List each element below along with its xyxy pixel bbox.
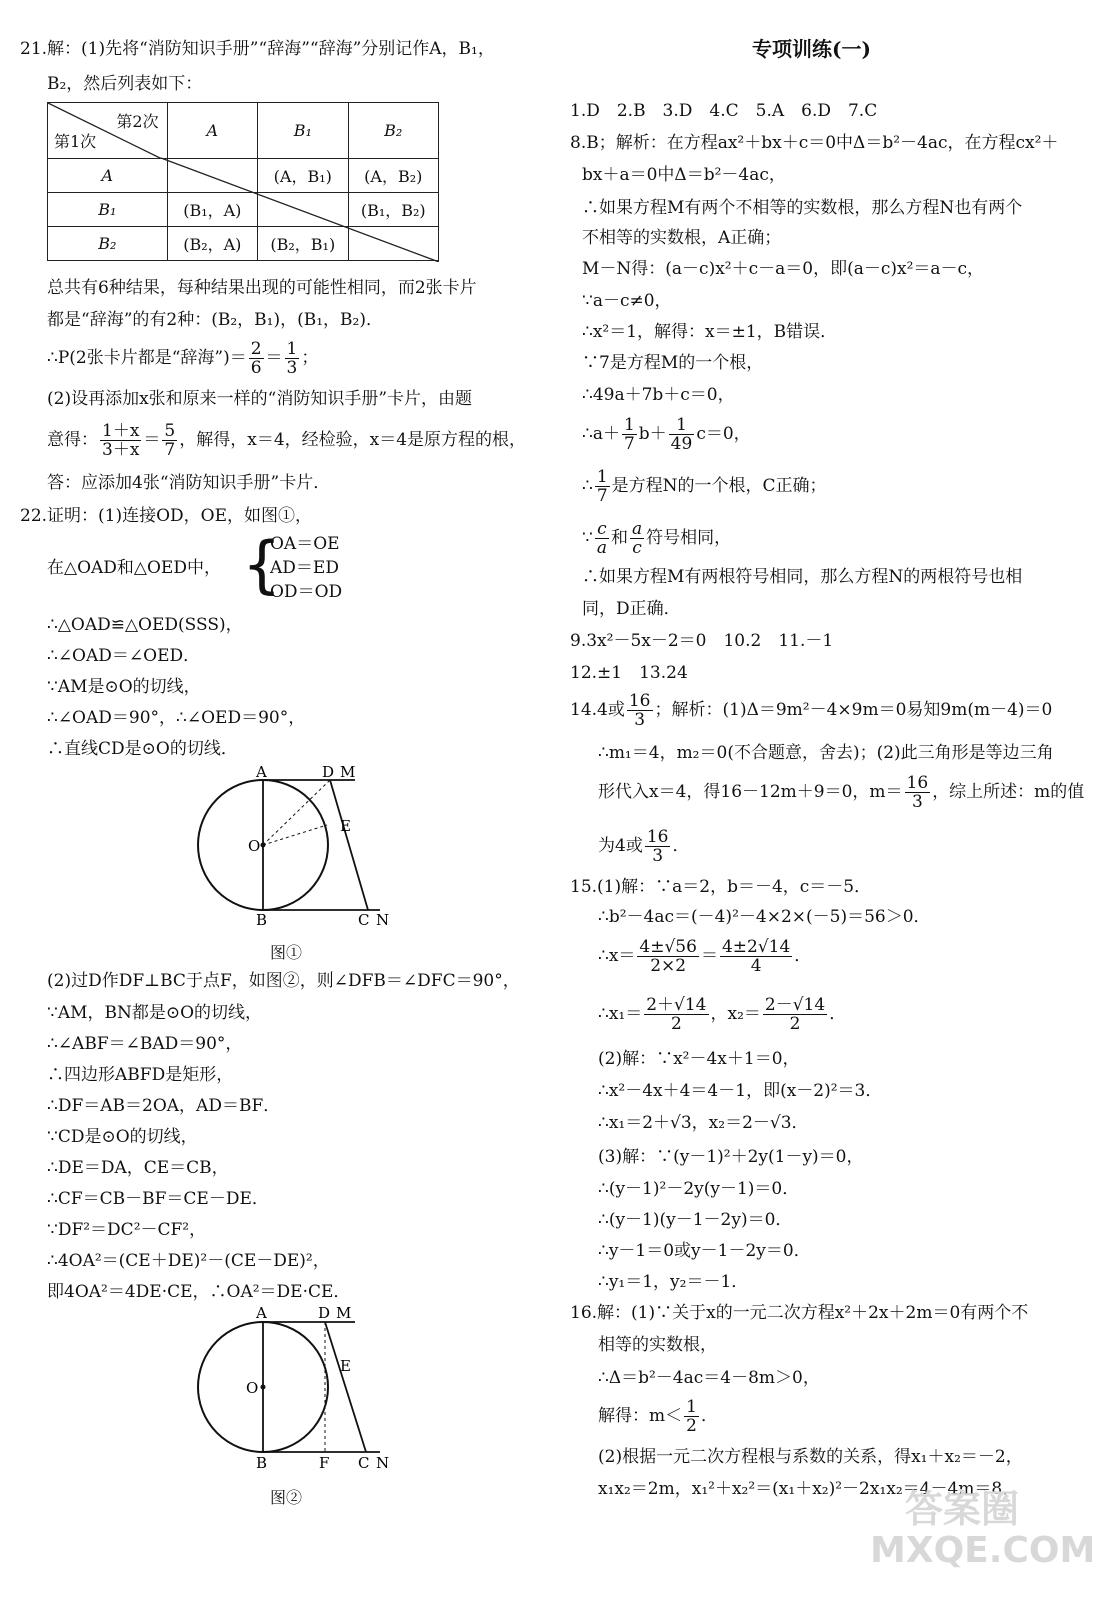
text: ． — [700, 1406, 718, 1426]
label-b: B — [256, 911, 268, 929]
q21-line5 — [47, 338, 318, 378]
num: 4±2√14 — [721, 937, 791, 957]
q22-line: 即4OA²＝4DE·CE，∴OA²＝DE·CE． — [47, 1282, 351, 1302]
label-d: D — [318, 1305, 331, 1322]
sys-eq: OD＝OD — [270, 582, 343, 602]
text: 为4或 — [598, 836, 643, 856]
tangent-cd — [325, 1322, 366, 1452]
answer-line — [598, 826, 689, 866]
figure-2 — [180, 1305, 410, 1475]
fraction — [595, 520, 609, 557]
den: 3 — [286, 358, 298, 378]
answer-line — [598, 936, 811, 976]
q21-line3: 总共有6种结果，每种结果出现的可能性相同，而2张卡片 — [47, 278, 477, 298]
sys-eq: OA＝OE — [270, 534, 340, 554]
den: 7 — [623, 434, 635, 454]
fraction — [644, 996, 708, 1033]
q21-line2: B₂，然后列表如下： — [47, 74, 203, 94]
answer-line: x₁x₂＝2m，x₁²＋x₂²＝(x₁＋x₂)²－2x₁x₂＝4－4m＝8， — [598, 1479, 1020, 1499]
text: 解得：m＜ — [598, 1406, 683, 1426]
answer-line: 相等的实数根， — [598, 1335, 717, 1355]
num: a — [631, 519, 643, 539]
answer-line: (2)解：∵x²－4x＋1＝0， — [598, 1049, 800, 1069]
num: 2－√14 — [764, 995, 826, 1015]
label-d: D — [322, 765, 335, 781]
q22-line: ∴∠ABF＝∠BAD＝90°， — [47, 1034, 243, 1054]
answer-line: ∴49a＋7b＋c＝0， — [582, 385, 735, 405]
den: 7 — [596, 486, 608, 506]
num: c — [595, 520, 609, 539]
num: 5 — [164, 421, 176, 441]
answer-line — [570, 690, 1052, 730]
q22-line: ∴∠OAD＝∠OED． — [47, 646, 201, 666]
fraction — [285, 340, 300, 377]
text: ； — [301, 348, 319, 368]
den: 3 — [911, 792, 923, 812]
fraction — [720, 938, 792, 975]
den: 2×2 — [650, 956, 687, 976]
watermark-url: MXQE.COM — [870, 1530, 1096, 1571]
text: 14.4或 — [570, 700, 625, 720]
q22-line: ∴4OA²＝(CE＋DE)²－(CE－DE)²， — [47, 1251, 330, 1271]
fraction — [622, 416, 637, 453]
answer-line: 9.3x²－5x－2＝0 10.2 11.－1 — [570, 631, 834, 651]
q21-line8: 答：应添加4张“消防知识手册”卡片． — [47, 473, 331, 493]
text: ，x₂＝ — [710, 1004, 761, 1024]
center-point — [261, 843, 266, 848]
sys-eq: AD＝ED — [270, 558, 339, 578]
table-cell: (A，B₁) — [258, 159, 348, 193]
answer-line: ∴x²＝1，解得：x＝±1，B错误． — [582, 322, 838, 342]
den: 49 — [670, 434, 693, 454]
fraction — [669, 416, 695, 453]
num: 16 — [906, 773, 929, 793]
label-o: O — [248, 837, 261, 855]
system-brace: { — [242, 528, 282, 601]
q22-line: ∴△OAD≌△OED(SSS)， — [47, 615, 243, 635]
fraction — [905, 774, 931, 811]
answer-line: ∵7是方程M的一个根， — [582, 353, 764, 373]
answer-line: 8.B；解析：在方程ax²＋bx＋c＝0中Δ＝b²－4ac，在方程cx²＋ — [570, 133, 1059, 153]
answer-line: ∴b²－4ac＝(－4)²－4×2×(－5)＝56＞0． — [598, 907, 931, 927]
den: 3 — [652, 846, 664, 866]
text: 和 — [610, 528, 628, 548]
figure-1 — [180, 765, 410, 930]
table-cell: (A，B₂) — [348, 159, 438, 193]
fraction — [249, 340, 264, 377]
section-title: 专项训练(一) — [752, 37, 871, 61]
fraction — [627, 692, 653, 729]
den: 6 — [250, 358, 262, 378]
text: ＝ — [265, 348, 283, 368]
table-cell: (B₁，B₂) — [348, 193, 438, 227]
text: ＝ — [700, 946, 718, 966]
row-label: B₂ — [48, 227, 168, 261]
num: 1 — [669, 416, 695, 435]
num: 16 — [646, 827, 669, 847]
answer-line: (3)解：∵(y－1)²＋2y(1－y)＝0， — [598, 1147, 864, 1167]
text: ∵ — [582, 528, 593, 548]
den: 4 — [750, 956, 762, 976]
q22-line: (2)过D作DF⊥BC于点F，如图②，则∠DFB＝∠DFC＝90°， — [47, 971, 520, 991]
answer-line: ∴x²－4x＋4＝4－1，即(x－2)²＝3． — [598, 1081, 883, 1101]
figure-2-caption: 图② — [270, 1488, 303, 1507]
answer-line: 不相等的实数根，A正确； — [582, 228, 782, 248]
label-b: B — [256, 1454, 268, 1472]
fraction — [637, 938, 699, 975]
q22-line: ∴DF＝AB＝2OA，AD＝BF． — [47, 1096, 281, 1116]
text: ∴ — [582, 476, 593, 496]
text: 是方程N的一个根，C正确； — [611, 476, 827, 496]
label-e: E — [340, 817, 351, 835]
label-e: E — [340, 1357, 351, 1375]
num: 1＋x — [102, 421, 140, 441]
q21-line1: 21.解：(1)先将“消防知识手册”“辞海”“辞海”分别记作A，B₁， — [20, 39, 495, 59]
q22-line: ∴四边形ABFD是矩形， — [47, 1065, 234, 1085]
q22-line: ∵DF²＝DC²－CF²， — [47, 1220, 207, 1240]
text: ∴x＝ — [598, 946, 636, 966]
num: 1 — [623, 415, 635, 435]
den: 3 — [634, 710, 646, 730]
fraction — [595, 468, 610, 505]
answer-line — [582, 518, 731, 558]
text: ，解得，x＝4，经检验，x＝4是原方程的根， — [179, 430, 527, 450]
answer-line: ∴如果方程M有两根符号相同，那么方程N的两根符号也相 — [582, 567, 1023, 587]
text: ∴a＋ — [582, 424, 620, 444]
text: 形代入x＝4，得16－12m＋9＝0，m＝ — [598, 782, 903, 802]
q22-sys-pre: 在△OAD和△OED中， — [47, 558, 221, 578]
row-label: B₁ — [48, 193, 168, 227]
corner-top-label: 第2次 — [116, 112, 159, 131]
text: 意得： — [47, 430, 98, 450]
text: ∴x₁＝ — [598, 1004, 643, 1024]
table-header: B₁ — [258, 103, 348, 159]
fraction — [162, 422, 177, 459]
answer-line — [582, 466, 827, 506]
text: ＝ — [143, 430, 161, 450]
q21-line6: (2)设再添加x张和原来一样的“消防知识手册”卡片，由题 — [47, 389, 473, 409]
num: 2 — [250, 339, 262, 359]
table-cell: (B₁，A) — [167, 193, 257, 227]
num: 1 — [286, 339, 298, 359]
watermark-logo: 答案圈 — [905, 1487, 1020, 1531]
label-m: M — [336, 1305, 352, 1322]
answer-line: ∴m₁＝4，m₂＝0(不合题意，舍去)；(2)此三角形是等边三角 — [598, 743, 1054, 763]
den: 2 — [789, 1014, 801, 1034]
fraction — [645, 828, 671, 865]
label-c: C — [358, 911, 370, 929]
q22-line: ∵AM是⊙O的切线， — [47, 677, 201, 697]
num: 4±√56 — [639, 937, 697, 957]
tangent-cd — [330, 780, 368, 910]
text: b＋ — [638, 424, 667, 444]
den: 3＋x — [102, 440, 140, 460]
answer-line: M－N得：(a－c)x²＋c－a＝0，即(a－c)x²＝a－c， — [582, 259, 985, 279]
fraction — [630, 520, 644, 557]
den: c — [632, 538, 642, 558]
label-o: O — [246, 1379, 259, 1397]
answer-line: 1.D 2.B 3.D 4.C 5.A 6.D 7.C — [570, 101, 878, 121]
equation-system — [270, 532, 342, 604]
label-c: C — [358, 1454, 370, 1472]
den: 7 — [164, 440, 176, 460]
answer-line: ∴Δ＝b²－4ac＝4－8m＞0， — [598, 1368, 820, 1388]
den: 2 — [670, 1014, 682, 1034]
answer-line: ∵a－c≠0， — [582, 291, 672, 311]
num: 16 — [628, 691, 651, 711]
text: 符号相同， — [646, 528, 732, 548]
fraction — [684, 1398, 699, 1435]
answer-line: 12.±1 13.24 — [570, 663, 688, 683]
answer-line: ∴y₁＝1，y₂＝－1． — [598, 1272, 749, 1292]
text: ． — [829, 1004, 847, 1024]
answer-line: 15.(1)解：∵a＝2，b＝－4，c＝－5． — [570, 877, 872, 897]
label-m: M — [340, 765, 356, 781]
q22-line: ∴∠OAD＝90°，∴∠OED＝90°， — [47, 708, 306, 728]
q21-line4: 都是“辞海”的有2种：(B₂，B₁)，(B₁，B₂)． — [47, 310, 383, 330]
q22-line1: 22.证明：(1)连接OD，OE，如图①， — [20, 506, 313, 526]
text: ． — [672, 836, 690, 856]
label-f: F — [319, 1454, 330, 1472]
figure-1-caption: 图① — [270, 943, 303, 962]
text: ． — [794, 946, 812, 966]
table-header: B₂ — [348, 103, 438, 159]
table-header: A — [167, 103, 257, 159]
answer-line: ∴(y－1)(y－1－2y)＝0． — [598, 1210, 793, 1230]
text: ∴P(2张卡片都是“辞海”)＝ — [47, 348, 247, 368]
num: 1 — [686, 1397, 697, 1417]
q21-line7 — [47, 420, 526, 460]
answer-line: bx＋a＝0中Δ＝b²－4ac， — [582, 165, 786, 185]
answer-line — [598, 994, 846, 1034]
row-label: A — [48, 159, 168, 193]
corner-bottom-label: 第1次 — [54, 132, 97, 151]
q22-line: ∵CD是⊙O的切线， — [47, 1127, 198, 1147]
answer-line: 16.解：(1)∵关于x的一元二次方程x²＋2x＋2m＝0有两个不 — [570, 1303, 1029, 1323]
text: c＝0， — [696, 424, 751, 444]
label-n: N — [376, 911, 390, 929]
answer-line — [598, 1396, 718, 1436]
q22-line: ∴CF＝CB－BF＝CE－DE． — [47, 1189, 269, 1209]
num: 2＋√14 — [646, 995, 707, 1015]
answer-line: ∴y－1＝0或y－1－2y＝0． — [598, 1241, 811, 1261]
table-cell: (B₂，B₁) — [258, 227, 348, 261]
answer-line — [582, 414, 751, 454]
answer-line: ∴(y－1)²－2y(y－1)＝0． — [598, 1179, 800, 1199]
den: 2 — [686, 1416, 697, 1436]
table-cell: (B₂，A) — [167, 227, 257, 261]
center-point — [261, 1385, 266, 1390]
den: a — [596, 538, 607, 558]
answer-line: ∴x₁＝2＋√3，x₂＝2－√3． — [598, 1113, 809, 1133]
answer-line: 同，D正确． — [582, 599, 681, 619]
answer-line: ∴如果方程M有两个不相等的实数根，那么方程N也有两个 — [582, 198, 1023, 218]
fraction — [100, 422, 141, 459]
fraction — [763, 996, 827, 1033]
num: 1 — [596, 467, 608, 487]
answer-line: (2)根据一元二次方程根与系数的关系，得x₁＋x₂＝－2， — [598, 1447, 1023, 1467]
q22-line: ∵AM，BN都是⊙O的切线， — [47, 1003, 263, 1023]
label-a: A — [256, 765, 267, 781]
label-n: N — [376, 1454, 390, 1472]
text: ；解析：(1)Δ＝9m²－4×9m＝0易知9m(m－4)＝0 — [654, 700, 1053, 720]
table-main-diagonal — [47, 102, 439, 262]
label-a: A — [256, 1305, 267, 1322]
q22-line: ∴直线CD是⊙O的切线． — [47, 739, 238, 759]
text: ，综上所述：m的值 — [932, 782, 1085, 802]
answer-line — [598, 772, 1084, 812]
q22-line: ∴DE＝DA，CE＝CB， — [47, 1158, 229, 1178]
